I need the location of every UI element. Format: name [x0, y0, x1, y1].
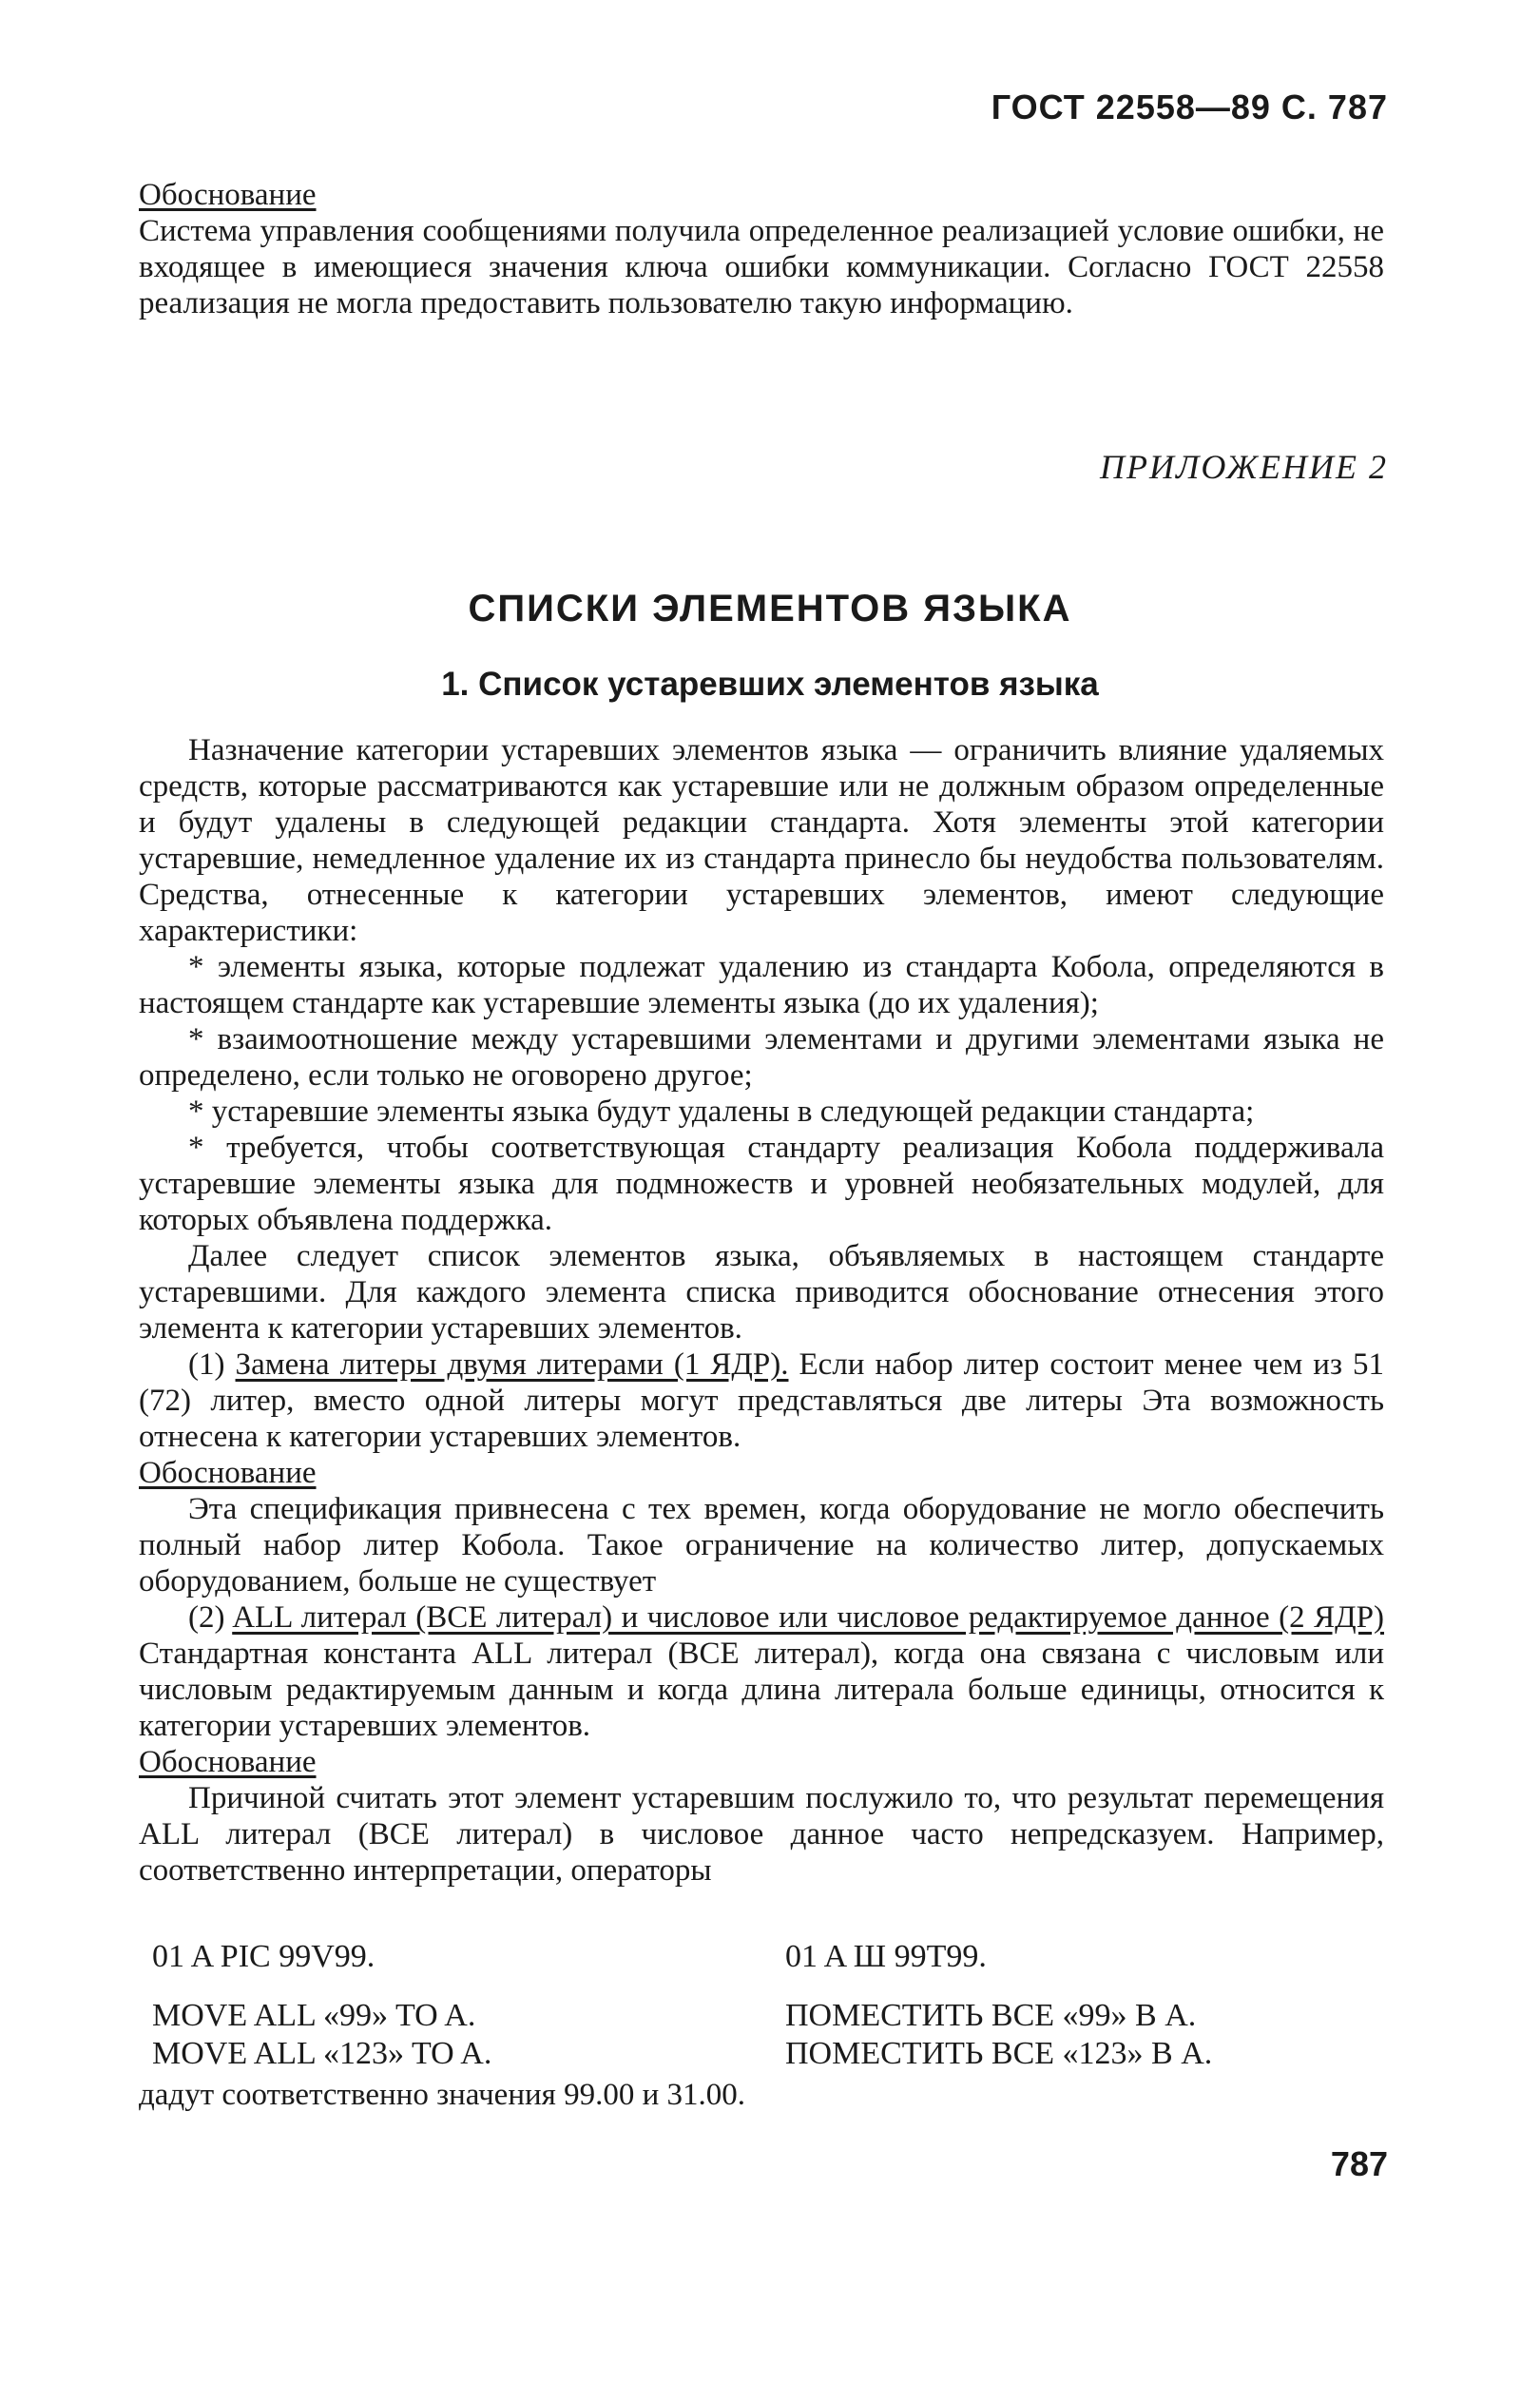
appendix-label: ПРИЛОЖЕНИЕ 2 — [1100, 448, 1388, 486]
bullet-item: * устаревшие элементы языка будут удалены в следующей редакции стандарта; — [188, 1095, 1255, 1129]
running-header: ГОСТ 22558—89 С. 787 — [991, 87, 1388, 126]
item-text: Стандартная константа ALL литерал (ВСЕ литерал), когда она связана с числовым или числовым редактируемым данным и когда длина литерала больше единицы, относится к категории устаревших элементов. — [139, 1637, 1384, 1743]
rationale-text: Причиной считать этот элемент устаревшим послужило то, что результат перемещения ALL литерал (ВСЕ литерал) в числовое данное часто непредсказуем. Например, соответственно интерпретации, операторы — [139, 1781, 1384, 1888]
rationale-label: Обоснование — [139, 1456, 317, 1490]
rationale-text: Эта спецификация привнесена с тех времен, когда оборудование не могло обеспечить полный набор литер Кобола. Такое ограничение на количество литер, допускаемых оборудованием, больше не существует — [139, 1492, 1384, 1598]
page-number: 787 — [1330, 2144, 1388, 2183]
item-heading: ALL литерал (ВСЕ литерал) и числовое или числовое редактируемое данное (2 ЯДР) — [232, 1600, 1385, 1635]
rationale-text: Система управления сообщениями получила определенное реализацией условие ошибки, не входящее в имеющиеся значения ключа ошибки коммуникации. Согласно ГОСТ 22558 реализация не могла предоставить пользователю такую информацию. — [139, 214, 1384, 320]
item-number: (1) — [188, 1347, 225, 1382]
item-heading: Замена литеры двумя литерами (1 ЯДР). — [235, 1347, 789, 1382]
code-right-decl: 01 A Ш 99T99. — [785, 1939, 987, 1974]
code-left-statements: MOVE ALL «99» TO A. MOVE ALL «123» TO A. — [152, 1998, 492, 2071]
result-line: дадут соответственно значения 99.00 и 31.00. — [139, 2078, 745, 2112]
subsection-title: 1. Список устаревших элементов языка — [441, 666, 1099, 703]
bullet-item: * взаимоотношение между устаревшими элементами и другими элементами языка не определено, если только не оговорено другое; — [139, 1022, 1384, 1093]
rationale-top-block — [139, 177, 1384, 321]
main-body — [139, 732, 1384, 1889]
item-text: Если набор литер состоит менее чем из 51 (72) литер, вместо одной литеры могут представляться две литеры Эта возможность отнесена к категории устаревших элементов. — [139, 1347, 1385, 1454]
rationale-label: Обоснование — [139, 1745, 317, 1779]
list-intro-paragraph: Далее следует список элементов языка, объявляемых в настоящем стандарте устаревшими. Для каждого элемента списка приводится обоснование отнесения этого элемента к категории устаревших элементов. — [139, 1239, 1384, 1346]
result-line-block — [139, 2077, 1384, 2113]
bullet-item: * требуется, чтобы соответствующая стандарту реализация Кобола поддерживала устаревшие элементы языка для подмножеств и уровней необязательных модулей, для которых объявлена поддержка. — [139, 1131, 1384, 1237]
section-title: СПИСКИ ЭЛЕМЕНТОВ ЯЗЫКА — [468, 588, 1072, 630]
item-number: (2) — [188, 1600, 225, 1635]
rationale-label: Обоснование — [139, 178, 317, 212]
intro-paragraph: Назначение категории устаревших элементов языка — ограничить влияние удаляемых средств, которые рассматриваются как устаревшие или не должным образом определенные и будут удалены в следующей редакции стандарта. Хотя элементы этой категории устаревшие, немедленное удаление их из стандарта принесло бы неудобства пользователям. Средства, отнесенные к категории устаревших элементов, имеют следующие характеристики: — [139, 733, 1384, 948]
list-item-2 — [139, 1599, 1384, 1744]
list-item-1 — [139, 1346, 1384, 1455]
code-left-decl: 01 A PIC 99V99. — [152, 1939, 375, 1974]
bullet-item: * элементы языка, которые подлежат удалению из стандарта Кобола, определяются в настоящем стандарте как устаревшие элементы языка (до их удаления); — [139, 950, 1384, 1020]
code-right-statements: ПОМЕСТИТЬ ВСЕ «99» В А. ПОМЕСТИТЬ ВСЕ «123» В А. — [785, 1998, 1213, 2071]
